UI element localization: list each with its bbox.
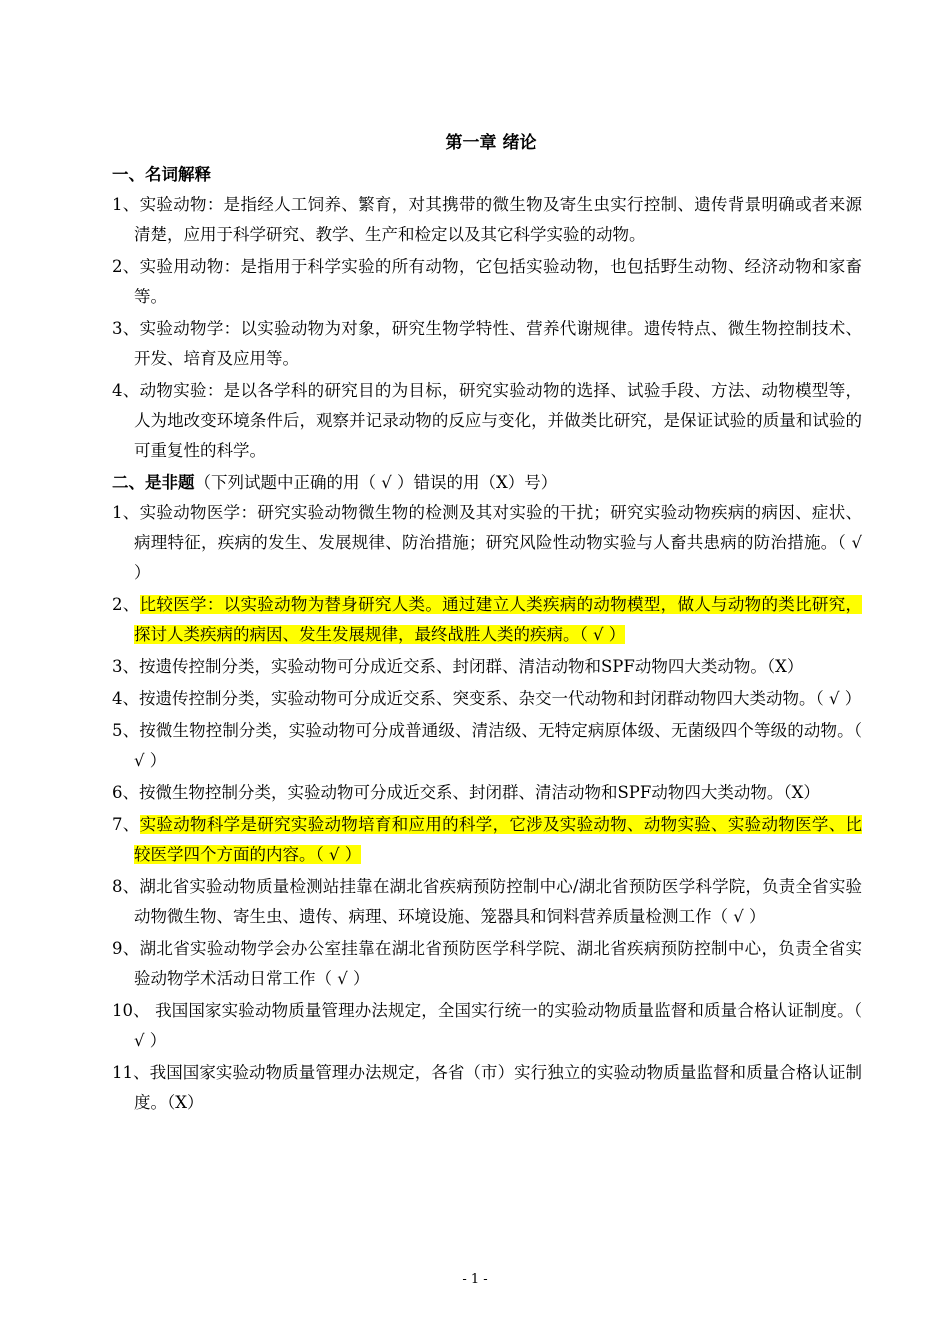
judgement-item: 11、我国国家实验动物质量管理办法规定，各省（市）实行独立的实验动物质量监督和质量合格认证制度。（X）	[112, 1063, 862, 1112]
judgement-item: 3、按遗传控制分类，实验动物可分成近交系、封闭群、清洁动物和SPF动物四大类动物。（X）	[112, 657, 804, 676]
section2-heading	[112, 468, 862, 498]
chapter-title: 第一章 绪论	[445, 133, 537, 153]
judgement-item-highlighted	[112, 810, 862, 870]
highlighted-text: 比较医学：以实验动物为替身研究人类。通过建立人类疾病的动物模型，做人与动物的类比研究，探讨人类疾病的病因、发生发展规律，最终战胜人类的疾病。（ √ ）	[134, 595, 863, 644]
judgement-item: 5、按微生物控制分类，实验动物可分成普通级、清洁级、无特定病原体级、无菌级四个等级的动物。（ √ ）	[112, 721, 862, 770]
judgement-item: 4、按遗传控制分类，实验动物可分成近交系、突变系、杂交一代动物和封闭群动物四大类动物。（ √ ）	[112, 689, 862, 708]
page-number: - 1 -	[462, 1272, 488, 1287]
judgement-item-highlighted	[112, 590, 862, 650]
section2-note: （下列试题中正确的用（ √ ）错误的用（X）号）	[194, 473, 558, 492]
judgement-item: 1、实验动物医学：研究实验动物微生物的检测及其对实验的干扰；研究实验动物疾病的病因、症状、病理特征，疾病的发生、发展规律、防治措施；研究风险性动物实验与人畜共患病的防治措施。（ √ ）	[112, 503, 862, 582]
definition-item: 2、实验用动物：是指用于科学实验的所有动物，它包括实验动物，也包括野生动物、经济动物和家畜等。	[112, 257, 862, 306]
definition-item: 3、实验动物学：以实验动物为对象，研究生物学特性、营养代谢规律。遗传特点、微生物控制技术、开发、培育及应用等。	[112, 319, 862, 368]
judgement-item: 10、 我国国家实验动物质量管理办法规定，全国实行统一的实验动物质量监督和质量合格认证制度。（ √ ）	[112, 1001, 862, 1050]
definition-item: 1、实验动物：是指经人工饲养、繁育，对其携带的微生物及寄生虫实行控制、遗传背景明确或者来源清楚，应用于科学研究、教学、生产和检定以及其它科学实验的动物。	[112, 195, 862, 244]
highlighted-text: 实验动物科学是研究实验动物培育和应用的科学，它涉及实验动物、动物实验、实验动物医学、比较医学四个方面的内容。（ √ ）	[134, 815, 863, 864]
judgement-item: 9、湖北省实验动物学会办公室挂靠在湖北省预防医学科学院、湖北省疾病预防控制中心，负责全省实验动物学术活动日常工作（ √ ）	[112, 939, 862, 988]
judgement-item: 6、按微生物控制分类，实验动物可分成近交系、封闭群、清洁动物和SPF动物四大类动物。（X）	[112, 783, 820, 802]
item-number: 2、	[112, 595, 140, 614]
definition-item: 4、动物实验：是以各学科的研究目的为目标，研究实验动物的选择、试验手段、方法、动物模型等，人为地改变环境条件后，观察并记录动物的反应与变化，并做类比研究，是保证试验的质量和试验的可重复性的科学。	[112, 381, 862, 460]
section1-heading: 一、名词解释	[112, 165, 211, 184]
item-number: 7、	[112, 815, 140, 834]
judgement-item: 8、湖北省实验动物质量检测站挂靠在湖北省疾病预防控制中心/湖北省预防医学科学院，负责全省实验动物微生物、寄生虫、遗传、病理、环境设施、笼器具和饲料营养质量检测工作（ √ ）	[112, 877, 862, 926]
section2-heading-text: 二、是非题	[112, 473, 195, 492]
document-page	[112, 128, 862, 1120]
